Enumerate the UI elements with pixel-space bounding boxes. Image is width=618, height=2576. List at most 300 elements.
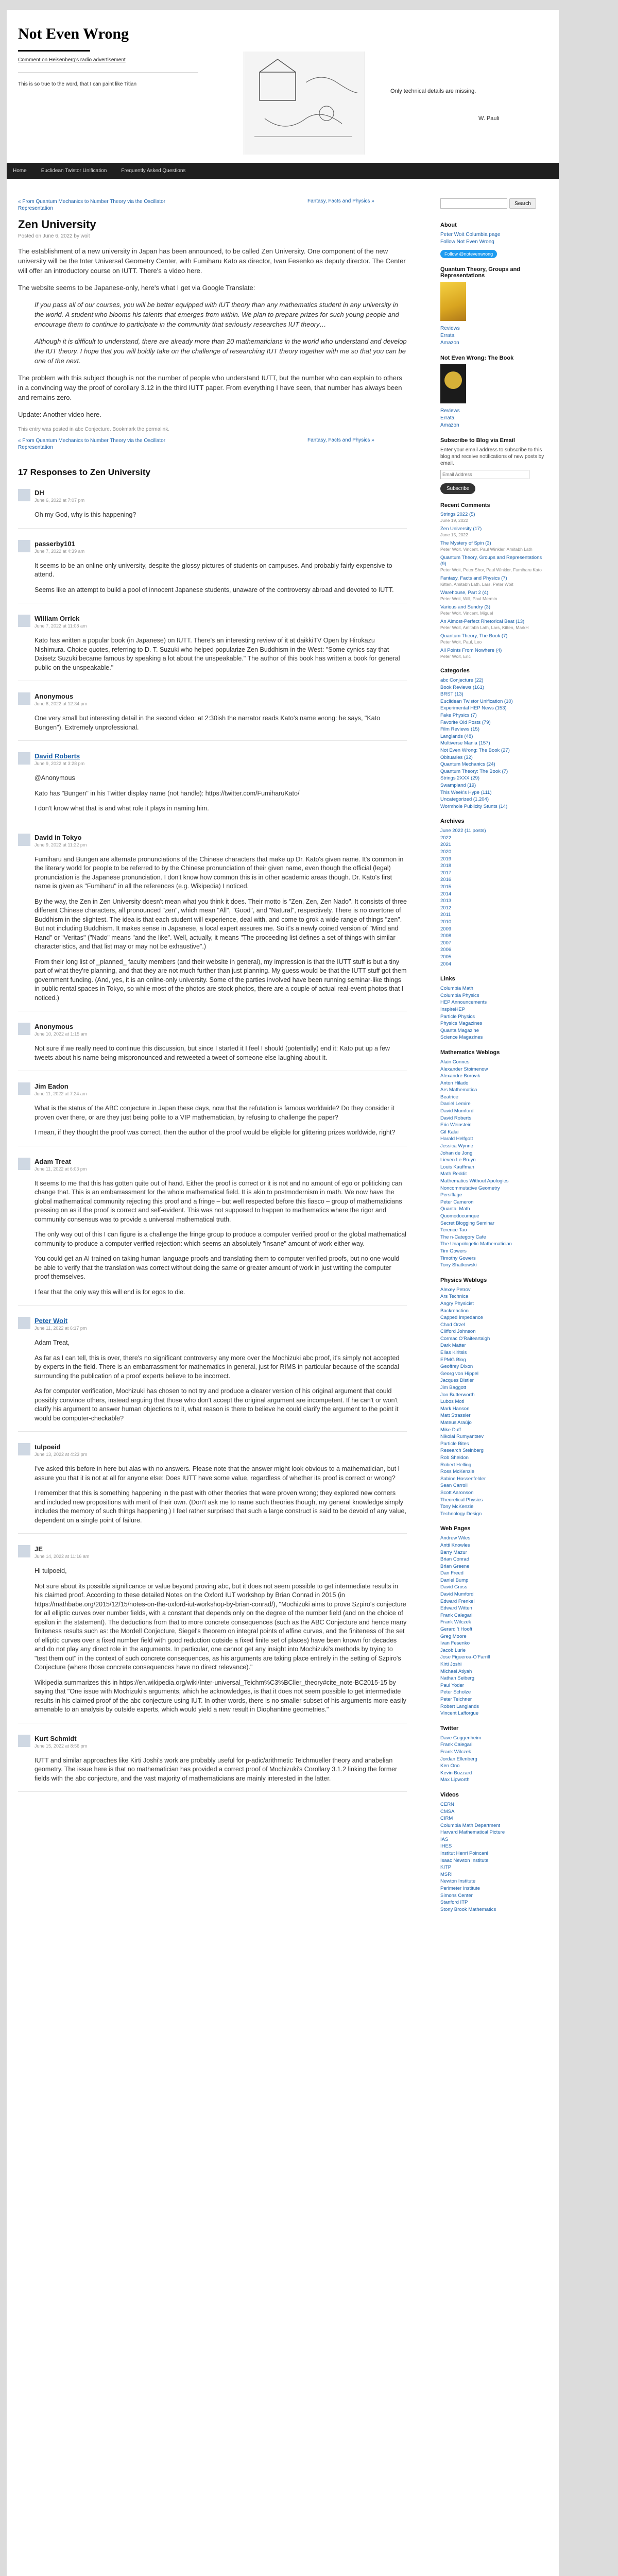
comment bbox=[18, 615, 407, 681]
weblog-link[interactable]: Mateus Araújo bbox=[440, 1420, 472, 1426]
weblog-link[interactable]: Johan de Jong bbox=[440, 1150, 473, 1156]
weblog-link[interactable]: Georg von Hippel bbox=[440, 1370, 478, 1377]
archive-link[interactable]: 2016 bbox=[440, 877, 452, 883]
category-link[interactable]: Obituaries (32) bbox=[440, 754, 473, 760]
twitter-link[interactable]: Dave Guggenheim bbox=[440, 1735, 482, 1741]
comment-paragraph: Kato has written a popular book (in Japanese) on IUTT. There's an interesting review of it at daikkiTV Open by Hirokazu Nishimura. Choice quotes, referring to D. T. Suzuki who helped popularize Zen Buddhism in the West: "Some cynics say that Daisetz Suzuki became famous by speaking a lot about the unspeakable." The author of this book has written a book for general public on the unspeakable." bbox=[35, 637, 400, 671]
comment-body bbox=[18, 834, 407, 1003]
weblog-link[interactable]: Theoretical Physics bbox=[440, 1497, 483, 1503]
comment-body bbox=[18, 489, 407, 520]
comment-date[interactable]: June 7, 2022 at 4:39 am bbox=[35, 548, 85, 554]
archive-link[interactable]: 2004 bbox=[440, 961, 452, 967]
comment-date[interactable]: June 9, 2022 at 11:22 pm bbox=[35, 842, 87, 848]
web-page-link[interactable]: Jose Figueroa-O'Farrill bbox=[440, 1654, 490, 1660]
weblog-link[interactable]: David Roberts bbox=[440, 1115, 472, 1121]
widget-title: Physics Weblogs bbox=[440, 1277, 487, 1283]
twitter-link[interactable]: Kevin Buzzard bbox=[440, 1770, 472, 1776]
video-link[interactable]: MSRI bbox=[440, 1871, 453, 1877]
about-link[interactable]: Follow Not Even Wrong bbox=[440, 239, 494, 245]
weblog-link[interactable]: Terence Tao bbox=[440, 1227, 467, 1233]
recent-comment-link[interactable]: Quantum Theory, Groups and Representations (9) bbox=[440, 555, 542, 567]
weblog-link[interactable]: Robert Helling bbox=[440, 1462, 472, 1468]
post-quote bbox=[35, 300, 407, 366]
category-link[interactable]: Multiverse Mania (157) bbox=[440, 740, 490, 747]
post-update: Update: Another video here. bbox=[18, 411, 101, 418]
comment-paragraph: It seems to me that this has gotten quite out of hand. Either the proof is correct or it is not and no amount of ego or politicking can change that. This is an embarrassment for the whole mathematical field. It is akin to postmodernism in math. We now have the global mathematical community rejecting this proof and a fringe – but well respected before this fiasco – group of mathematicians pressing on as if the proof is correct and self-evident. This was not supposed to happen to mathematics where the rigor and community consensus was to provide a universal mathematical truth. bbox=[35, 1179, 402, 1223]
category-link[interactable]: Film Reviews (15) bbox=[440, 726, 480, 733]
category-link[interactable]: Quantum Mechanics (24) bbox=[440, 761, 495, 768]
comment-body bbox=[18, 1545, 407, 1715]
web-page-link[interactable]: Frank Wilczek bbox=[440, 1619, 471, 1625]
category-link[interactable]: Not Even Wrong: The Book (27) bbox=[440, 747, 510, 753]
category-link[interactable]: This Week's Hype (111) bbox=[440, 789, 492, 795]
weblog-link[interactable]: Peter Cameron bbox=[440, 1199, 474, 1205]
recent-comment-link[interactable]: All Points From Nowhere (4) bbox=[440, 648, 502, 653]
archive-link[interactable]: 2010 bbox=[440, 919, 452, 925]
comment-date[interactable]: June 6, 2022 at 7:07 pm bbox=[35, 498, 85, 503]
post-paragraph: The problem with this subject though is not the number of people who understand IUTT, but the number who can explain to others in a convincing way the proof of corollary 3.12 in the third IUTT paper. From everything I have seen, that number has always been and remains zero. bbox=[18, 374, 402, 401]
weblog-link[interactable]: Lubos Motl bbox=[440, 1399, 465, 1405]
videos-list bbox=[440, 1801, 546, 1913]
avatar bbox=[18, 692, 30, 705]
web-page-link[interactable]: Kirti Joshi bbox=[440, 1662, 462, 1667]
comment-body bbox=[18, 1317, 407, 1423]
book-link[interactable]: Amazon bbox=[440, 340, 459, 346]
comment-paragraph: Not sure if we really need to continue this discussion, but since I started it I feel I should (potentially) end it: Kato put up a few tweets about his name being mispronounced and retweeted a tweet of someone else laughing about it. bbox=[35, 1045, 390, 1061]
book-cover-image[interactable] bbox=[440, 282, 466, 321]
weblog-link[interactable]: Technology Design bbox=[440, 1511, 482, 1517]
header-caption: Only technical details are missing. bbox=[390, 88, 476, 94]
comment-paragraph: What is the status of the ABC conjecture in Japan these days, now that the refutation is famous worldwide? Do they consider it proven over there, or are they just being polite to a VIP mathematician, by refusing to challenge the paper? bbox=[35, 1105, 394, 1121]
weblog-link[interactable]: Geoffrey Dixon bbox=[440, 1364, 473, 1370]
recent-comment-authors: Peter Woit, Vincent, Paul Winkler, Amitabh Lath bbox=[440, 547, 533, 552]
comment-date[interactable]: June 7, 2022 at 11:08 am bbox=[35, 623, 87, 629]
recent-comment-authors: Peter Woit, Vincent, Miguel bbox=[440, 611, 493, 616]
comment bbox=[18, 1317, 407, 1432]
weblog-link[interactable]: Sean Carroll bbox=[440, 1483, 468, 1489]
book-link[interactable]: Amazon bbox=[440, 422, 459, 428]
category-link[interactable]: Quantum Theory: The Book (7) bbox=[440, 768, 508, 774]
comment-author[interactable]: Peter Woit bbox=[35, 1317, 68, 1325]
about-link[interactable]: Peter Woit Columbia page bbox=[440, 232, 501, 238]
external-link[interactable]: HEP Announcements bbox=[440, 999, 487, 1006]
web-page-link[interactable]: Andrew Wiles bbox=[440, 1535, 471, 1541]
avatar bbox=[18, 834, 30, 846]
book-cover-image[interactable] bbox=[440, 364, 466, 403]
video-link[interactable]: Newton Institute bbox=[440, 1878, 476, 1885]
comment-date[interactable]: June 11, 2022 at 6:17 pm bbox=[35, 1326, 87, 1331]
recent-comment-link[interactable]: An Almost-Perfect Rhetorical Beat (13) bbox=[440, 619, 525, 624]
weblog-link[interactable]: Quanta: Math bbox=[440, 1206, 470, 1212]
weblog-link[interactable]: Lieven Le Bruyn bbox=[440, 1157, 476, 1163]
web-page-link[interactable]: Paul Yoder bbox=[440, 1682, 464, 1688]
comment-author: David in Tokyo bbox=[35, 833, 82, 841]
math-weblogs-list bbox=[440, 1059, 546, 1269]
video-link[interactable]: Isaac Newton Institute bbox=[440, 1857, 489, 1863]
recent-comments-widget bbox=[440, 502, 546, 659]
divider bbox=[18, 1305, 407, 1306]
external-link[interactable]: InspireHEP bbox=[440, 1006, 466, 1012]
web-pages-widget bbox=[440, 1526, 546, 1717]
physics-weblogs-widget bbox=[440, 1277, 546, 1518]
subscribe-description: Enter your email address to subscribe to this blog and receive notifications of new posts by email. bbox=[440, 447, 544, 466]
recent-comment-authors: Kitten, Amitabh Lath, Lars, Peter Woit bbox=[440, 582, 513, 587]
comment bbox=[18, 834, 407, 1012]
weblog-link[interactable]: Research Steinberg bbox=[440, 1448, 484, 1454]
book-link[interactable]: Errata bbox=[440, 415, 455, 421]
weblog-link[interactable]: Mathematics Without Apologies bbox=[440, 1178, 509, 1184]
recent-comment-item bbox=[440, 590, 546, 602]
recent-comment-link[interactable]: Zen University (17) bbox=[440, 526, 482, 532]
recent-comment-item bbox=[440, 648, 546, 659]
web-page-link[interactable]: Edward Witten bbox=[440, 1605, 472, 1612]
archive-link[interactable]: 2017 bbox=[440, 870, 452, 876]
archive-link[interactable]: 2013 bbox=[440, 898, 452, 904]
category-link[interactable]: Strings 2XXX (29) bbox=[440, 775, 480, 782]
external-link[interactable]: Physics Magazines bbox=[440, 1021, 483, 1027]
web-page-link[interactable]: Brian Conrad bbox=[440, 1556, 469, 1563]
video-link[interactable]: Harvard Mathematical Picture bbox=[440, 1829, 505, 1836]
external-link[interactable]: Particle Physics bbox=[440, 1013, 475, 1020]
weblog-link[interactable]: Alexander Stoimenow bbox=[440, 1066, 488, 1072]
comment-author: William Orrick bbox=[35, 615, 80, 622]
weblog-link[interactable]: Cormac O'Raifeartaigh bbox=[440, 1335, 490, 1342]
web-page-link[interactable]: Vincent Lafforgue bbox=[440, 1710, 479, 1717]
comment-date[interactable]: June 9, 2022 at 3:28 pm bbox=[35, 761, 85, 766]
recent-comment-item bbox=[440, 512, 546, 523]
web-page-link[interactable]: Jacob Lurie bbox=[440, 1647, 466, 1653]
weblog-link[interactable]: Harald Helfgott bbox=[440, 1136, 473, 1142]
weblog-link[interactable]: Backreaction bbox=[440, 1308, 469, 1314]
web-page-link[interactable]: Frank Calegari bbox=[440, 1612, 473, 1618]
recent-comments-list bbox=[440, 512, 546, 659]
divider bbox=[18, 1533, 407, 1534]
category-link[interactable]: abc Conjecture (22) bbox=[440, 677, 484, 683]
email-field[interactable] bbox=[440, 470, 529, 479]
comment-paragraph: Not sure about its possible significance or value beyond proving abc, but it does not seem possible to get intermediate results in his claimed proof. According to these detailed Notes on the Oxford IUT workshop by Brian Conrad in 2015 (in https://mathbabe.org/2015/12/15/notes-on-the-oxford-iut-workshop-by-brian-conrad/), "Mochizuki aims to prove Szpiro's conjecture for all elliptic curves over number fields, with a constant that depends only on the degree of the number field (and on the choice of epsilon in the statement). The deductions from that to more concrete consequences (such as the ABC Conjecture and hence many finiteness results such as: the Mordell Conjecture, Siegel's theorem on integral points of affine curves, and the finiteness of the set of elliptic curves over a fixed number field with good reduction outside a fixed finite set of places) have been known for decades and do not play any direct role in the arguments. In particular, one cannot get any insight into Mochizuki's methods by trying to "test them out" in the context of such concrete consequences, as his arguments are taking place entirely in the setting of Szpiro's Conjecture (where those concrete consequences have no direct relevance)." bbox=[35, 1582, 407, 1671]
category-link[interactable]: BRST (13) bbox=[440, 691, 464, 698]
weblog-link[interactable]: Ars Mathematica bbox=[440, 1087, 477, 1093]
web-page-link[interactable]: Daniel Bump bbox=[440, 1577, 469, 1583]
weblog-link[interactable]: Angry Physicist bbox=[440, 1300, 474, 1307]
post-navigation-bottom bbox=[18, 437, 407, 454]
weblog-link[interactable]: Nikolai Rumyantsev bbox=[440, 1434, 484, 1440]
archive-link[interactable]: 2012 bbox=[440, 905, 452, 911]
weblog-link[interactable]: Clifford Johnson bbox=[440, 1329, 476, 1335]
about-widget bbox=[440, 222, 546, 258]
page bbox=[7, 10, 559, 2576]
web-page-link[interactable]: Greg Moore bbox=[440, 1633, 467, 1639]
archive-link[interactable]: 2011 bbox=[440, 912, 451, 918]
recent-comment-item bbox=[440, 575, 546, 587]
video-link[interactable]: CMSA bbox=[440, 1808, 455, 1815]
web-page-link[interactable]: Peter Scholze bbox=[440, 1689, 471, 1696]
twitter-link[interactable]: Max Lipworth bbox=[440, 1777, 470, 1783]
links-list bbox=[440, 985, 546, 1041]
twitter-widget bbox=[440, 1725, 546, 1784]
video-link[interactable]: Columbia Math Department bbox=[440, 1822, 501, 1828]
external-link[interactable]: Quanta Magazine bbox=[440, 1027, 479, 1033]
weblog-link[interactable]: Alexey Petrov bbox=[440, 1286, 471, 1293]
external-link[interactable]: Science Magazines bbox=[440, 1035, 483, 1041]
comment-date[interactable]: June 11, 2022 at 7:24 am bbox=[35, 1091, 87, 1096]
comment-body bbox=[18, 1082, 407, 1138]
nav-faq[interactable]: Frequently Asked Questions bbox=[121, 168, 186, 174]
comment-paragraph: I don't know what that is and what role it plays in naming him. bbox=[35, 805, 209, 812]
weblog-link[interactable]: Gil Kalai bbox=[440, 1129, 459, 1135]
comment-paragraph: Hi tulpoeid, bbox=[35, 1567, 67, 1574]
comment-body bbox=[18, 1158, 407, 1297]
post-paragraph: The website seems to be Japanese-only, here's what I get via Google Translate: bbox=[18, 284, 255, 292]
twitter-link[interactable]: Frank Calegari bbox=[440, 1742, 473, 1748]
subscribe-button[interactable]: Subscribe bbox=[440, 483, 475, 494]
weblog-link[interactable]: Sabine Hossenfelder bbox=[440, 1476, 486, 1482]
avatar bbox=[18, 1158, 30, 1170]
twitter-link[interactable]: Jordan Ellenberg bbox=[440, 1756, 477, 1762]
weblog-link[interactable]: Tony McKenzie bbox=[440, 1504, 474, 1510]
nav-home[interactable]: Home bbox=[13, 168, 27, 174]
book-widget-new bbox=[440, 355, 546, 429]
weblog-link[interactable]: Dark Matter bbox=[440, 1343, 466, 1349]
video-link[interactable]: Stanford ITP bbox=[440, 1900, 468, 1906]
comment-author: DH bbox=[35, 489, 44, 497]
previous-post-link[interactable]: « From Quantum Mechanics to Number Theory via the Oscillator Representation bbox=[18, 438, 166, 450]
post-body bbox=[18, 246, 407, 419]
widget-title: Twitter bbox=[440, 1725, 459, 1732]
widget-title: Archives bbox=[440, 818, 465, 825]
video-link[interactable]: IAS bbox=[440, 1836, 449, 1842]
weblog-link[interactable]: Particle Bites bbox=[440, 1440, 469, 1447]
web-page-link[interactable]: Antti Knowles bbox=[440, 1542, 470, 1548]
archive-link[interactable]: 2018 bbox=[440, 863, 452, 869]
comment-author: tulpoeid bbox=[35, 1443, 61, 1451]
category-link[interactable]: Uncategorized (1,204) bbox=[440, 796, 489, 803]
comment-author[interactable]: David Roberts bbox=[35, 752, 80, 760]
category-link[interactable]: Euclidean Twistor Unification (10) bbox=[440, 698, 513, 704]
category-link[interactable]: Wormhole Publicity Stunts (14) bbox=[440, 803, 508, 809]
weblog-link[interactable]: Rob Sheldon bbox=[440, 1454, 469, 1461]
weblog-link[interactable]: David Mumford bbox=[440, 1108, 474, 1114]
post-meta: Posted on June 6, 2022 by woit bbox=[18, 233, 90, 239]
category-link[interactable]: Experimental HEP News (153) bbox=[440, 705, 507, 711]
archive-link[interactable]: 2019 bbox=[440, 856, 452, 862]
weblog-link[interactable]: Elias Kiritsis bbox=[440, 1350, 467, 1356]
nav-euclidean-twistor[interactable]: Euclidean Twistor Unification bbox=[41, 168, 107, 174]
weblog-link[interactable]: Capped Impedance bbox=[440, 1315, 483, 1321]
comment-date[interactable]: June 15, 2022 at 8:56 pm bbox=[35, 1743, 88, 1749]
video-link[interactable]: KITP bbox=[440, 1865, 452, 1871]
search-input[interactable] bbox=[440, 198, 507, 209]
avatar bbox=[18, 1023, 30, 1035]
weblog-link[interactable]: Alexandre Borovik bbox=[440, 1073, 480, 1079]
recent-comment-link[interactable]: Fantasy, Facts and Physics (7) bbox=[440, 575, 507, 581]
archive-link[interactable]: 2020 bbox=[440, 849, 452, 855]
widget-title: Subscribe to Blog via Email bbox=[440, 437, 515, 444]
weblog-link[interactable]: Jacques Distler bbox=[440, 1378, 474, 1384]
category-link[interactable]: Book Reviews (161) bbox=[440, 684, 485, 690]
weblog-link[interactable]: Anton Hilado bbox=[440, 1080, 469, 1086]
divider bbox=[18, 528, 407, 529]
web-page-link[interactable]: David Mumford bbox=[440, 1591, 474, 1598]
recent-comment-authors: Peter Woit, Peter Shor, Paul Winkler, Fumiharu Kato bbox=[440, 567, 542, 572]
comment bbox=[18, 1735, 407, 1792]
web-page-link[interactable]: Michael Atiyah bbox=[440, 1668, 472, 1674]
weblog-link[interactable]: Persiflage bbox=[440, 1192, 462, 1198]
weblog-link[interactable]: EPMG Blog bbox=[440, 1357, 466, 1363]
web-page-link[interactable]: Robert Langlands bbox=[440, 1703, 479, 1709]
weblog-link[interactable]: Mike Duff bbox=[440, 1427, 461, 1433]
weblog-link[interactable]: Jon Butterworth bbox=[440, 1392, 475, 1398]
archive-link[interactable]: 2014 bbox=[440, 891, 452, 897]
avatar bbox=[18, 489, 30, 501]
weblog-link[interactable]: Ross McKenzie bbox=[440, 1469, 474, 1475]
site-header bbox=[7, 10, 559, 152]
archive-link[interactable]: 2005 bbox=[440, 954, 452, 960]
comment-paragraph: Fumiharu and Bungen are alternate pronunciations of the Chinese characters that make up Dr. Kato's given name. It's common in the literary world for people to be referred to by the Chinese pronunciation of their given name, even though the official (legal) pronunciation is the Japanese pronunciation. I don't know how common this is in other academic areas though. Dr. Kato's first name is given as "Fumiharu" in all the references (e.g. Wikipedia) I noticed. bbox=[35, 855, 404, 890]
next-post-link[interactable]: Fantasy, Facts and Physics » bbox=[307, 437, 374, 443]
weblog-link[interactable]: Louis Kauffman bbox=[440, 1164, 474, 1170]
archives-widget bbox=[440, 818, 546, 968]
category-link[interactable]: Favorite Old Posts (79) bbox=[440, 719, 491, 725]
widget-title: Recent Comments bbox=[440, 502, 490, 509]
weblog-link[interactable]: Jim Baggott bbox=[440, 1385, 467, 1391]
comment-author: Jim Eadon bbox=[35, 1082, 68, 1090]
archive-link[interactable]: 2006 bbox=[440, 947, 452, 953]
comment bbox=[18, 1545, 407, 1723]
video-link[interactable]: IHES bbox=[440, 1843, 452, 1850]
physics-weblogs-list bbox=[440, 1286, 546, 1518]
site-title[interactable]: Not Even Wrong bbox=[18, 25, 129, 42]
links-widget bbox=[440, 976, 546, 1041]
weblog-link[interactable]: Secret Blogging Seminar bbox=[440, 1220, 495, 1226]
recent-comment-link[interactable]: The Mystery of Spin (3) bbox=[440, 540, 491, 546]
comment-paragraph: One very small but interesting detail in the second video: at 2:30ish the narrator reads Kato's name wrong: he says, "Kato Bungen"). Extremely unprofessional. bbox=[35, 715, 381, 731]
twitter-link[interactable]: Ken Ono bbox=[440, 1763, 460, 1769]
weblog-link[interactable]: Matt Strassler bbox=[440, 1413, 471, 1419]
weblog-link[interactable]: Timothy Gowers bbox=[440, 1255, 476, 1261]
weblog-link[interactable]: Scott Aaronson bbox=[440, 1489, 474, 1496]
weblog-link[interactable]: Quomodocumque bbox=[440, 1213, 479, 1219]
recent-comment-link[interactable]: Strings 2022 (5) bbox=[440, 512, 475, 517]
web-page-link[interactable]: Nathan Seiberg bbox=[440, 1675, 475, 1682]
archive-link[interactable]: 2022 bbox=[440, 835, 452, 841]
previous-post-link[interactable]: « From Quantum Mechanics to Number Theory via the Oscillator Representation bbox=[18, 199, 166, 211]
post-footer-meta: This entry was posted in abc Conjecture. Bookmark the permalink. bbox=[18, 427, 170, 432]
weblog-link[interactable]: Eric Weinstein bbox=[440, 1122, 472, 1128]
web-page-link[interactable]: Brian Greene bbox=[440, 1563, 470, 1569]
comment-paragraph: Wikipedia summarizes this in https://en.wikipedia.org/wiki/Inter-universal_Teichm%C3%BCller_theory#cite_note-BC2015-15 by saying that "One issue with Mochizuki's arguments, which he acknowledges, is that it does not seem possible to get intermediate results in his claimed proof of the abc conjecture using IUT. In other words, there is no smaller subset of his arguments more easily amenable to an analysis by outside experts, which would yield a new result in Diophantine geometries." bbox=[35, 1679, 406, 1713]
video-link[interactable]: Perimeter Institute bbox=[440, 1886, 480, 1892]
archive-link[interactable]: 2007 bbox=[440, 940, 452, 946]
book-link[interactable]: Reviews bbox=[440, 408, 460, 414]
weblog-link[interactable]: The n-Category Cafe bbox=[440, 1234, 486, 1240]
recent-comment-item bbox=[440, 633, 546, 645]
category-link[interactable]: Swampland (19) bbox=[440, 782, 476, 788]
video-link[interactable]: Stony Brook Mathematics bbox=[440, 1906, 496, 1912]
widget-title: Quantum Theory, Groups and Representations bbox=[440, 266, 521, 279]
video-link[interactable]: CERN bbox=[440, 1801, 454, 1807]
header-signature: W. Pauli bbox=[478, 115, 500, 122]
search-button[interactable]: Search bbox=[509, 198, 536, 209]
comment-paragraph: IUTT and similar approaches like Kirti Joshi's work are probably useful for p-adic/arithmetic Teichmueller theory and anabelian geometry. The issue here is that no mathematician has provided a correct proof of Mochizuki's Corollary 3.1.2 linking the former fields with the abc conjecture, and the vast majority of mathematicians are mainly interested in the latter. bbox=[35, 1756, 398, 1782]
web-page-link[interactable]: David Gross bbox=[440, 1584, 468, 1590]
comment-date[interactable]: June 13, 2022 at 4:23 pm bbox=[35, 1452, 88, 1457]
web-page-link[interactable]: Edward Frenkel bbox=[440, 1598, 475, 1604]
external-link[interactable]: Columbia Math bbox=[440, 986, 473, 992]
weblog-link[interactable]: Beatrice bbox=[440, 1094, 458, 1100]
weblog-link[interactable]: Jessica Wynne bbox=[440, 1143, 473, 1149]
comment-date[interactable]: June 8, 2022 at 12:34 pm bbox=[35, 701, 88, 706]
archive-link[interactable]: 2015 bbox=[440, 884, 452, 890]
post-navigation-top bbox=[18, 198, 407, 212]
widget-title: Categories bbox=[440, 668, 470, 674]
web-page-link[interactable]: Gerard 't Hooft bbox=[440, 1626, 473, 1633]
recent-comment-link[interactable]: Various and Sundry (3) bbox=[440, 604, 490, 610]
weblog-link[interactable]: Alain Connes bbox=[440, 1059, 470, 1065]
archive-link[interactable]: 2021 bbox=[440, 842, 452, 848]
comment-body bbox=[18, 692, 407, 732]
book-link[interactable]: Reviews bbox=[440, 326, 460, 331]
weblog-link[interactable]: Math Reddit bbox=[440, 1171, 467, 1177]
main-content bbox=[18, 198, 407, 1803]
comment bbox=[18, 752, 407, 822]
recent-comment-item bbox=[440, 540, 546, 552]
category-link[interactable]: Fake Physics (7) bbox=[440, 712, 477, 718]
weblog-link[interactable]: Chad Orzel bbox=[440, 1321, 466, 1328]
weblog-link[interactable]: Ars Technica bbox=[440, 1294, 469, 1300]
weblog-link[interactable]: Tim Gowers bbox=[440, 1248, 467, 1254]
video-link[interactable]: Institut Henri Poincaré bbox=[440, 1851, 489, 1857]
archive-link[interactable]: June 2022 (11 posts) bbox=[440, 828, 486, 834]
comment-author: Anonymous bbox=[35, 1023, 74, 1030]
weblog-link[interactable]: Mark Hanson bbox=[440, 1405, 470, 1412]
weblog-link[interactable]: Daniel Lemire bbox=[440, 1101, 471, 1107]
twitter-follow-button[interactable]: Follow @notevenwrong bbox=[440, 250, 497, 258]
web-page-link[interactable]: Ivan Fesenko bbox=[440, 1640, 470, 1647]
twitter-link[interactable]: Frank Wilczek bbox=[440, 1749, 471, 1755]
comment-paragraph: The only way out of this I can figure is a challenge the fringe group to produce a computer verified proof or the global mathematical community to produce a computer verified rejection: which seems an absolutely "insane" amount of work either way. bbox=[35, 1231, 406, 1247]
recent-comment-link[interactable]: Quantum Theory, The Book (7) bbox=[440, 633, 508, 639]
category-link[interactable]: Langlands (48) bbox=[440, 733, 473, 739]
next-post-link[interactable]: Fantasy, Facts and Physics » bbox=[307, 198, 374, 204]
external-link[interactable]: Columbia Physics bbox=[440, 992, 479, 998]
web-page-link[interactable]: Peter Teichner bbox=[440, 1696, 472, 1702]
math-weblogs-widget bbox=[440, 1049, 546, 1269]
weblog-link[interactable]: The Unapologetic Mathematician bbox=[440, 1241, 512, 1247]
web-page-link[interactable]: Barry Mazur bbox=[440, 1549, 467, 1555]
book-widget-quantum bbox=[440, 266, 546, 347]
web-page-link[interactable]: Dan Freed bbox=[440, 1570, 464, 1577]
comment-paragraph: I fear that the only way this will end is for egos to die. bbox=[35, 1288, 185, 1296]
comment-link[interactable]: Comment on Heisenberg's radio advertisement bbox=[18, 57, 126, 63]
sketch-drawing bbox=[244, 52, 365, 155]
widget-title: Mathematics Weblogs bbox=[440, 1049, 500, 1056]
video-link[interactable]: Simons Center bbox=[440, 1892, 473, 1899]
comment-date[interactable]: June 14, 2022 at 11:16 am bbox=[35, 1554, 90, 1559]
comment-paragraph: From their long list of _planned_ faculty members (and their website in general), my impression is that the IUTT stuff is but a tiny part of what they're planning, and that they are not much further than just planning. My guess would be that the IUTT stuff got them government funding. (And, yes, it is an online-only university. Some of the parties involved have been running seminar-like things in public rental spaces in Tokyo, so while most of the photos are stock photos, there are a couple of actual real-event photos that I noticed.) bbox=[35, 958, 407, 1002]
recent-comment-link[interactable]: Warehouse, Part 2 (4) bbox=[440, 590, 489, 596]
weblog-link[interactable]: Tony Shatkowski bbox=[440, 1262, 477, 1268]
weblog-link[interactable]: Noncommutative Geometry bbox=[440, 1185, 500, 1191]
title-underline bbox=[18, 50, 90, 52]
archive-link[interactable]: 2008 bbox=[440, 933, 452, 939]
video-link[interactable]: CIRM bbox=[440, 1816, 453, 1822]
comment-date[interactable]: June 11, 2022 at 6:03 pm bbox=[35, 1166, 87, 1172]
archive-link[interactable]: 2009 bbox=[440, 926, 452, 932]
comment-date[interactable]: June 10, 2022 at 1:15 am bbox=[35, 1031, 88, 1037]
recent-comment-authors: Peter Woit, Eric bbox=[440, 654, 471, 659]
book-link[interactable]: Errata bbox=[440, 333, 455, 338]
